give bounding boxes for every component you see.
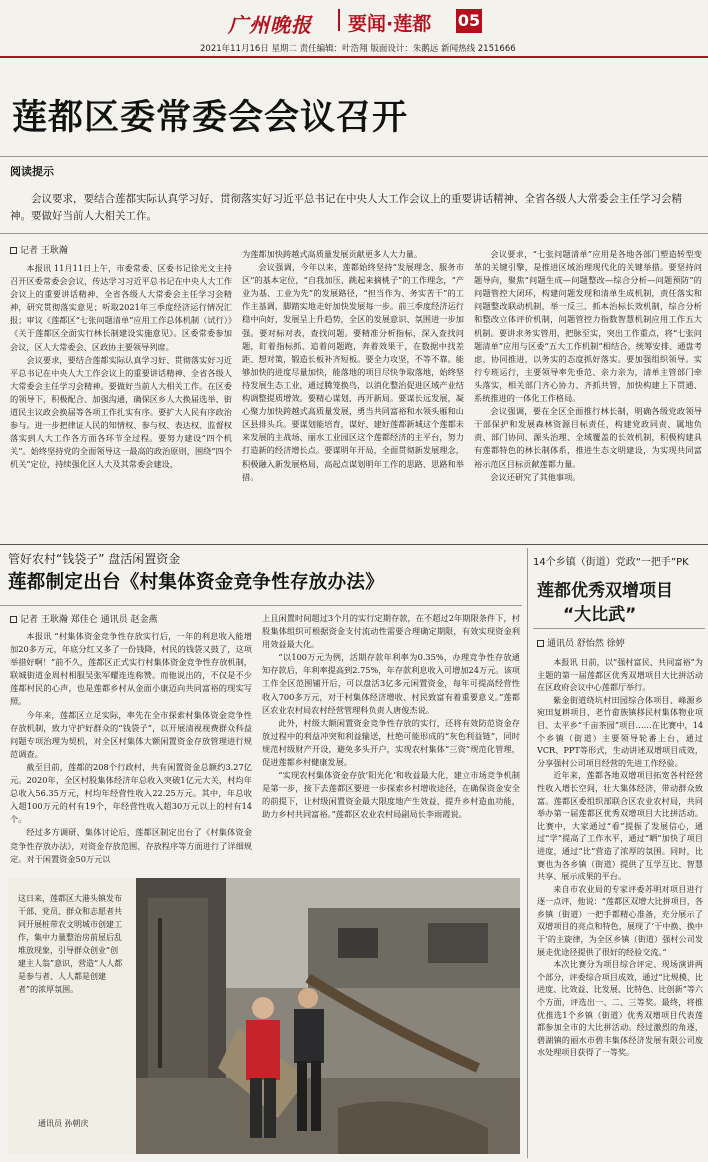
section-divider: [0, 544, 708, 545]
article2-column-1: [10, 630, 252, 874]
paragraph: 近年来，莲都各地双增项目拓宽各村经营性收入增长空间，壮大集体经济，带动群众致富。莲都区委组织部联合区农业农村局，共同举办第一届莲都区优秀双增项目大比拼活动。比赛中，大家通过“看”提振了发展信心，通过“学”提高了工作水平，通过“晒”加快了项目进度，通过“比”营造了浓厚的氛围。同时，比赛也为各乡镇（街道）提供了互学互比、智慧共享、展示成果的平台。: [537, 770, 703, 882]
article1-column-3: [474, 248, 702, 540]
photo-caption: 这日来，莲都区大港头镇发布干部、党员、群众和志愿者共同开展桩带农文明城市创建工作，集中力量整治房前屋后乱堆放现象，引导群众创业“创建主人翁”意识，营造“人人都是参与者、人人都是创建者”的浓厚氛围。: [18, 894, 123, 994]
masthead-divider: [338, 9, 340, 31]
paragraph: 今年来，莲都区立足实际，率先在全市探索村集体资金竞争性存放机制，致力守护好群众的“钱袋子”，以开展清视视费群众科益问题专项治理为契机，对全区村集体大额闲置资金存放管理进行规范调查。: [10, 709, 252, 759]
byline-square-icon: [537, 640, 544, 647]
article3-kicker: 14个乡镇（街道）党政“一把手”PK: [533, 557, 689, 568]
paragraph: 截至目前，莲都的208个行政村，共有闲置资金总额约3.27亿元。2020年，全区村股集体经济年总收入突破1亿元大关，村均年总收入56.35万元，村均年经营性收入22.25万元。其中，年总收入超100万元的村有19个，年经营性收入超30万元以上的村有14个。: [10, 761, 252, 825]
article2-byline: [10, 612, 157, 625]
article3-byline-text: 通讯员 舒怡然 徐婷: [547, 639, 625, 649]
paragraph: 会议要求，“七张问题清单”应用是各地各部门塑造转型变革的关键引擎，是推进区域治理现代化的关键举措。要坚持问题导向，聚焦“问题生成—问题整改—综合分析—问题预防”的问题管控大闭环，构建问题发现和清单生成机制，责任落实和问题整改联动机制，举一反三、抓本治标长效机制，综合分析和整改立体评价机制，问题管控力指数智慧机制应用工作五大机制。要讲求务实管用，把脉至实，突出工作重点，将“七张问题清单”应用与区委“五大工作机制”相结合，统筹安排、通盘考虑、协同推进，以务实的态度抓好落实。要加强组织领导。实行专班运行，主要领导率先垂范、亲力亲为，清单主管部门牵头落实，相关部门齐心协力、齐抓共管，加快构建上下贯通、系统推进的一体化工作格局。: [474, 249, 702, 404]
masthead-rule: [0, 56, 708, 58]
paragraph: 上且闲置时间超过3个月的实行定期存款，在不超过2年期限条件下，村股集体组织可根据资金支付流动性需要合理确定期限，有效实现资金利用效益最大化。: [262, 613, 520, 650]
dateline: 2021年11月16日 星期二 责任编辑：叶浩翔 版面设计：朱鹅远 新闻热线 2151666: [200, 44, 516, 54]
paragraph: 本报讯 “村集体资金竞争性存放实行后，一年的利息收入能增加20多万元，年底分红又多了一份钱降，村民的钱袋又鼓了，这项举措好啊！”前不久，莲都区正式实行村集体资金竞争性存放机制，联城街道金周村相服吴张军耀连连称赞。而他说出的，不仅是不少莲都村民的心声，也是莲都乡村从金面小康迈向共同富裕的现实写照。: [10, 631, 252, 707]
paragraph: 紫金街道绕坑村田园综合体项目、峰源乡宛田复耕项目、老竹畲族镇移民村集体物业项目、太平乡“千亩茶园”项目……在比赛中，14个乡镇（街道）主要领导轮番上台，通过VCR、PPT等形式，生动讲述双增项目成效，分享强村公司项目经营的先进工作经验。: [537, 694, 703, 768]
paragraph: 本次比赛分为项目综合评定、现场演讲两个部分，评委综合项目成效，通过“比规模、比进度、比效益、比发展、比特色、比创新”等六个方面，评选出一、二、三等奖。最终，将推优推选1个乡镇（街道）优秀双增项目代表莲都参加全市的大比拼活动。经过激烈的角逐，碧湖镇的丽水市碧丰集体经济发展有限公司废水处理项目获得了一等奖。: [537, 959, 703, 1058]
photo-caption-box: [8, 878, 136, 1154]
article3-rule: [533, 628, 705, 629]
paragraph: 会议要求，要结合莲都实际认真学习好、贯彻落实好习近平总书记在中央人大工作会议上的重要讲话精神、全省各级人大常委会主任学习会精神。要做好当前人大相关工作。在区委的领导下，积极配合、加强沟通，确保区乡人大换届选举、街道民主议政会换届等各项工作扎实有序。要扩大人民有序政治参与。进一步把律证人民的知情权、参与权、表达权、监督权落实到人大工作各方面各环节全过程。要努力建设“四个机关”。始终坚持党的全面领导这一最高的政治原则，围绕“四个机关”定位，持续强化区人大及其常委会建设，: [10, 354, 232, 470]
byline-square-icon: [10, 247, 17, 254]
article1-byline-text: 记者 王耿瀚: [20, 246, 68, 256]
article3-byline: [537, 636, 625, 649]
article2-headline: 莲都制定出台《村集体资金竞争性存放办法》: [8, 572, 385, 593]
article3-headline-line1: 莲都优秀双增项目: [537, 581, 673, 601]
page-number-badge: 05: [456, 9, 482, 33]
paragraph: 经过多方调研、集体讨论后，莲都区制定出台了《村集体资金竞争性存放办法》，对资金存放范围、存放程序等方面进行了详细规定。对于闲置资金50万元以: [10, 827, 252, 864]
paragraph: 来自市农业局的专家评委苏明对项目进行逐一点评，他说：“莲都区双增大比拼项目，各乡镇（街道）一把手都精心准备，充分展示了双增项目的亮点和特色，展现了‘干中换、换中干’的主旋律，为全区乡镇（街道）强村公司发展走优途径提供了很好的经验交流。”: [537, 883, 703, 957]
paragraph: “实现农村集体资金存放‘阳光化’和收益最大化，建立市场竞争机制是第一步，接下去莲都区要进一步探索乡村增收途径，在确保资金安全的前提下，让村级闲置资金最大限度地产生效益，提升乡村造血功能，助力乡村共同富裕。”莲都区农业农村局副局长李雨霞说。: [262, 770, 520, 820]
lead-top-rule: [0, 156, 708, 157]
article1-column-1: [10, 262, 232, 540]
byline-square-icon: [10, 616, 17, 623]
paragraph: 会议还研究了其他事项。: [490, 471, 581, 482]
paragraph: 会议强调，今年以来，莲都始终坚持“发展理念、服务市区”的基本定位，“自我加压、跳起来摘桃子”的工作理念，“产业为基、工业为先”的发展路径，“担当作为、务实苦干”的工作主基调，脚踏实地走好加快发展每一步。前三季度经济运行稳中向好，发展呈上升趋势，全区的发展意识、氛围进一步加强。要对标对表，查找问题。要精准分析指标，深入查找问题，盯着指标抓、追着问题跑，奔着效果干，在数据中找差距、想对策，锻造长板补齐短板。要全力攻坚，不等不靠。能够加快的进度尽量加快，能落地的项目尽快争取落地，始终坚持发展生态工业，通过腾笼换鸟，以消化整治促进区域产业结构调整提质增效。要精心谋划，再开新局。要谋长远发展，凝心聚力加快跨越式高质量发展，勇当共同富裕和水领头雁和山区县排头兵。要谋划能培育，谋好、建好莲都新城这个莲都未来发展的主战场、丽水工业园区这个莲都经济的主平台，努力打造新的经济增长点。要谋明年开局，全面贯彻新发展理念，积极融入新发展格局，高起点谋划明年工作的思路、思路和举措。: [242, 262, 464, 482]
article2-kicker: 管好农村“钱袋子” 盘活闲置资金: [8, 552, 181, 566]
paper-name: 广州晚报: [228, 13, 312, 37]
paragraph: 本报讯 日前，以“强村富民、共同富裕”为主题的第一届莲都区优秀双增项目大比拼活动在区政府会议中心莲都厅举行。: [537, 657, 703, 693]
column-divider: [527, 548, 528, 1158]
news-photo: [8, 878, 520, 1154]
paragraph: 会议强调，要在全区全面推行林长制，明确各级党政领导干部保护和发展森林资源目标责任，构建党政同责、属地负责、部门协同、源头治理、全域覆盖的长效机制，积极构建具有莲都特色的林长制体系，推进生态文明建设，为实现共同富裕示范区目标贡献莲都力量。: [474, 406, 702, 469]
article2-byline-text: 记者 王耿瀚 郑佳仑 通讯员 赵金燕: [20, 615, 158, 625]
paragraph: 为莲都加快跨越式高质量发展贡献更多人大力量。: [242, 249, 423, 259]
article1-byline: [10, 243, 68, 256]
lead-label: 阅读提示: [10, 165, 54, 178]
article3-column: [537, 656, 703, 1156]
lead-bottom-rule: [0, 233, 708, 234]
paragraph: “以100万元为例，活期存款年利率为0.35%，办理竞争性存放通知存款后，年利率提高到2.75%，年存款利息收入可增加24万元。该项工作全区范围铺开后，可以盘活3亿多元闲置资金，每年可提高经营性收入700多万元，对于村集体经济增收、村民致富有着重要意义。”莲都区农业农村局农村经营管理科负责人唐俊杰说。: [262, 652, 520, 715]
lead-text: 会议要求，要结合莲都实际认真学习好、贯彻落实好习近平总书记在中央人大工作会议上的重要讲话精神、全省各级人大常委会主任学习会精神。要做好当前人大相关工作。: [10, 193, 682, 222]
article1-headline: 莲都区委常委会会议召开: [12, 98, 409, 138]
article1-column-2: [242, 248, 464, 540]
article3-headline-line2: “大比武”: [563, 605, 637, 625]
article2-column-2: [262, 612, 520, 874]
article2-rule: [0, 605, 522, 606]
photo-credit: 通讯员 孙朝庆: [38, 1119, 89, 1128]
paragraph: 此外，村级大额闲置资金竞争性存放的实行，还将有效防范资金存放过程中的利益冲突和利益输送，杜绝可能形成的“灰色利益链”，同时规范村级财产开设，避免多头开户，实现农村集体“三资”规范化管理，促进莲都乡村健康发展。: [262, 717, 520, 768]
paragraph: 本报讯 11月11日上午，市委常委、区委书记徐光文主持召开区委常委会会议，传达学习习近平总书记在中央人大工作会议上的重要讲话精神、全省各级人大常委会主任学习会精神，研究贯彻落实意见；听取2021年三季度经济运行情况汇报；审议《莲都区“七张问题清单”应用工作总体机制（试行）》《关于莲都区全面实行林长制建设实施意见》。区委常委参加会议，区人大常委会、区政协主要领导列席。: [10, 263, 232, 352]
section-name: 要闻·莲都: [348, 13, 432, 35]
